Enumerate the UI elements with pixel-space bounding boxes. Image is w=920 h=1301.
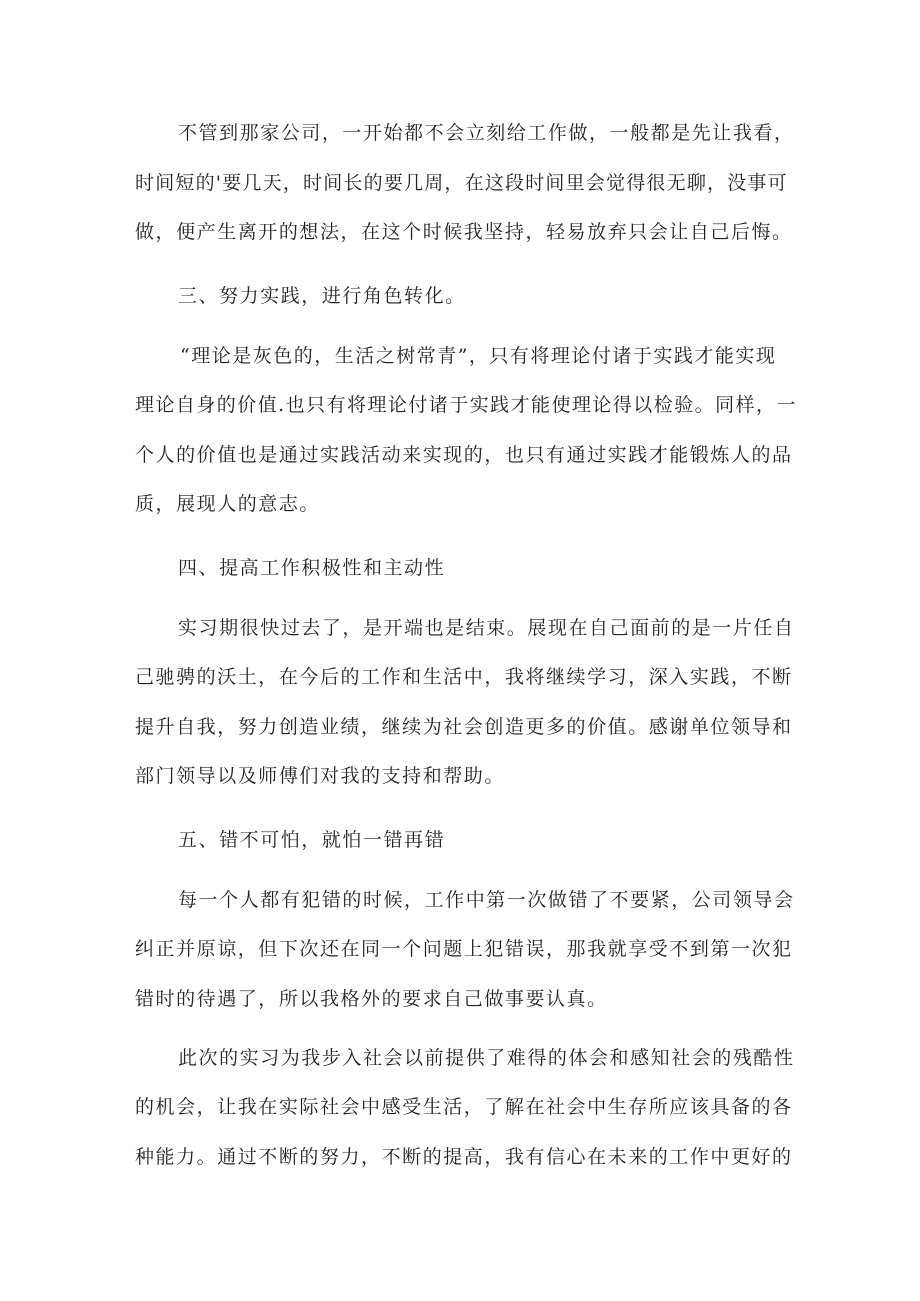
paragraph-5-line-1: 实习期很快过去了，是开端也是结束。展现在自己面前的是一片任自	[178, 617, 795, 639]
paragraph-7-line-3: 错时的待遇了，所以我格外的要求自己做事要认真。	[135, 988, 608, 1010]
section-heading-3: 三、努力实践，进行角色转化。	[178, 285, 466, 307]
paragraph-3-line-3: 个人的价值也是通过实践活动来实现的，也只有通过实践才能锻炼人的品	[135, 444, 793, 466]
section-heading-4: 四、提高工作积极性和主动性	[178, 557, 446, 579]
section-heading-5: 五、错不可怕，就怕一错再错	[178, 829, 446, 851]
paragraph-3-line-1: “理论是灰色的，生活之树常青”，只有将理论付诸于实践才能实现	[180, 345, 777, 367]
paragraph-5-line-2: 己驰骋的沃土，在今后的工作和生活中，我将继续学习，深入实践，不断	[135, 666, 793, 688]
paragraph-5-line-4: 部门领导以及师傅们对我的支持和帮助。	[135, 765, 505, 787]
paragraph-1-line-1: 不管到那家公司，一开始都不会立刻给工作做，一般都是先让我看，	[178, 122, 795, 144]
paragraph-5-line-3: 提升自我，努力创造业绩，继续为社会创造更多的价值。感谢单位领导和	[135, 716, 793, 738]
paragraph-8-line-1: 此次的实习为我步入社会以前提供了难得的体会和感知社会的残酷性	[178, 1047, 795, 1069]
paragraph-7-line-1: 每一个人都有犯错的时候，工作中第一次做错了不要紧，公司领导会	[178, 889, 795, 911]
paragraph-3-line-2: 理论自身的价值.也只有将理论付诸于实践才能使理论得以检验。同样，一	[135, 394, 797, 416]
paragraph-1-line-3: 做，便产生离开的想法，在这个时候我坚持，轻易放弃只会让自己后悔。	[135, 221, 793, 243]
paragraph-3-line-4: 质，展现人的意志。	[135, 493, 320, 515]
paragraph-8-line-3: 种能力。通过不断的努力，不断的提高，我有信心在未来的工作中更好的	[135, 1146, 793, 1168]
paragraph-1-line-2: 时间短的'要几天，时间长的要几周，在这段时间里会觉得很无聊，没事可	[135, 172, 788, 194]
paragraph-8-line-2: 的机会，让我在实际社会中感受生活，了解在社会中生存所应该具备的各	[135, 1096, 793, 1118]
paragraph-7-line-2: 纠正并原谅，但下次还在同一个问题上犯错误，那我就享受不到第一次犯	[135, 938, 793, 960]
